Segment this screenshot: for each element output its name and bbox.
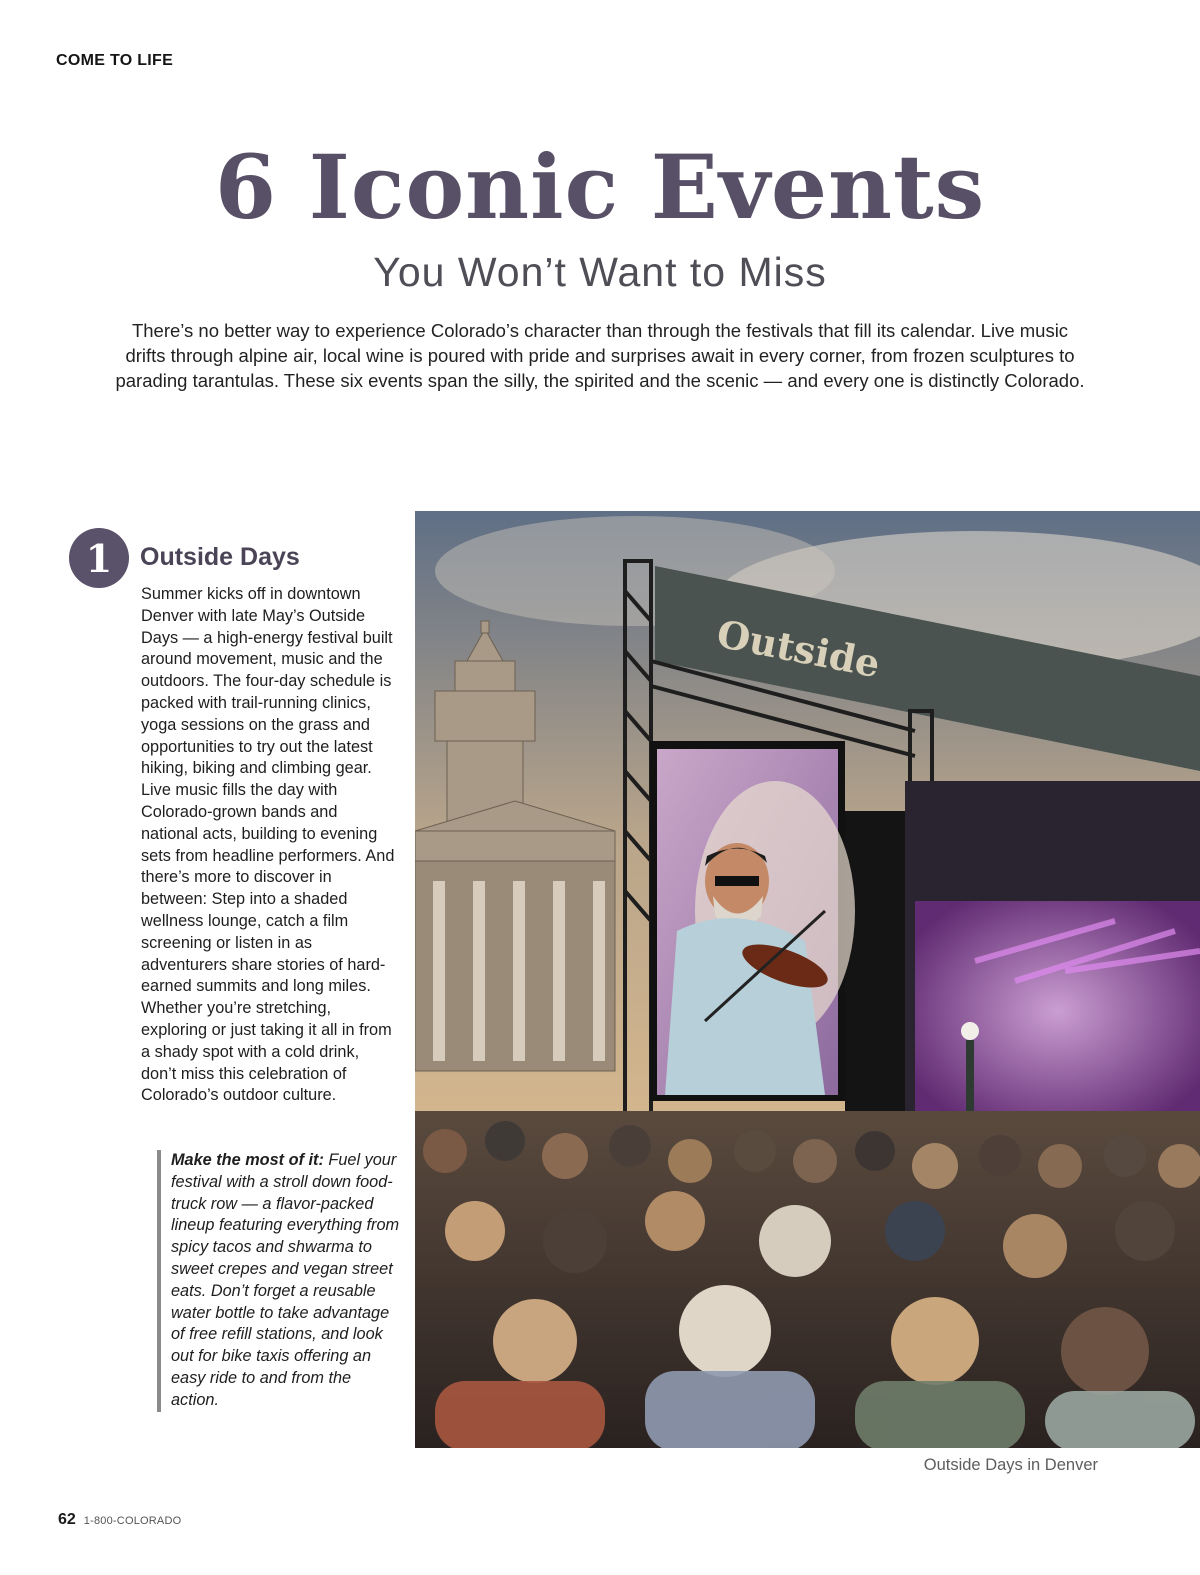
tip-lead: Make the most of it:	[171, 1151, 324, 1169]
event-photo	[415, 511, 1200, 1448]
event-description	[141, 584, 397, 1107]
stage-banner-text: Outside	[713, 610, 884, 687]
event-paragraph: Summer kicks off in downtown Denver with late May’s Outside Days — a high-energy festival built around movement, music and the outdoors. The four-day schedule is packed with trail-running clinics, yoga sessions on the grass and opportunities to try out the latest hiking, biking and climbing gear.	[141, 585, 393, 778]
tip-callout	[157, 1150, 403, 1412]
section-label: COME TO LIFE	[56, 52, 174, 69]
page-number: 62	[58, 1511, 76, 1528]
intro-line: parading tarantulas. These six events span the silly, the spirited and the scenic — and every one is distinctly Colorado.	[115, 370, 1085, 391]
tip-text: Fuel your festival with a stroll down food-truck row — a flavor-packed lineup featuring everything from spicy tacos and shwarma to sweet crepes and vegan street eats. Don’t forget a reusable water bottle to take advantage of free refill stations, and look out for bike taxis offering an easy ride to and from the action.	[171, 1151, 400, 1409]
festival-stage-illustration	[415, 511, 1200, 1448]
event-number-badge: 1	[69, 528, 129, 588]
page-headline: 6 Iconic Events	[214, 135, 986, 239]
page-subhead: You Won’t Want to Miss	[373, 249, 827, 295]
event-title: Outside Days	[140, 543, 300, 571]
intro-paragraph	[60, 318, 1140, 393]
event-paragraph: Live music fills the day with Colorado-grown bands and national acts, building to evening sets from headline performers. And there’s more to discover in between: Step into a shaded wellness lounge, catch a film screening or listen in as adventurers share stories of hard-earned summits and long miles. Whether you’re stretching, exploring or just taking it all in from a shady spot with a cold drink, don’t miss this celebration of Colorado’s outdoor culture.	[141, 781, 395, 1105]
intro-line: drifts through alpine air, local wine is poured with pride and surprises await in every corner, from frozen sculptures to	[125, 345, 1075, 366]
speaker-stack	[845, 811, 905, 1111]
page-footer	[58, 1511, 181, 1529]
intro-line: There’s no better way to experience Colorado’s character than through the festivals that fill its calendar. Live music	[131, 320, 1069, 341]
photo-caption: Outside Days in Denver	[923, 1456, 1098, 1474]
phone-number: 1-800-COLORADO	[83, 1515, 182, 1527]
